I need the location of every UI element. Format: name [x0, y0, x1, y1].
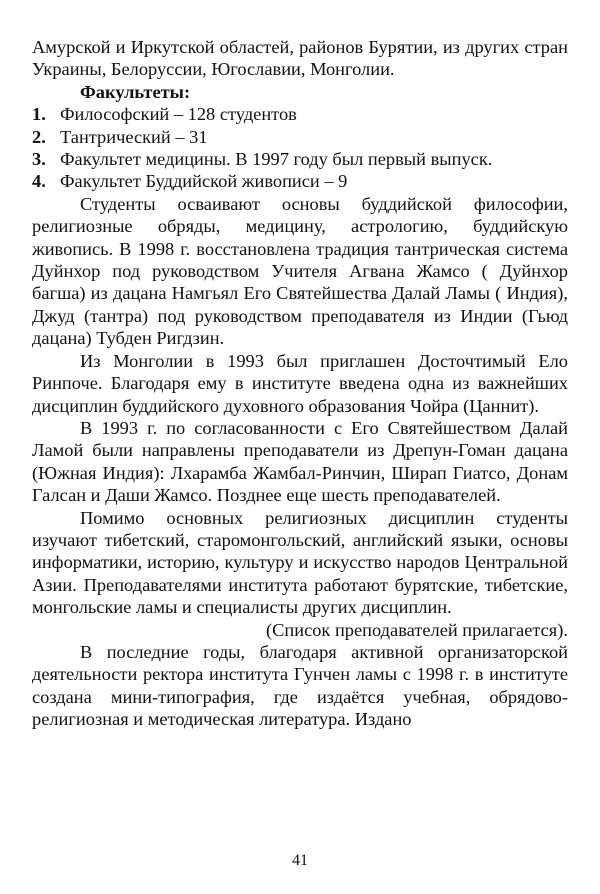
list-item-number: 1.: [32, 104, 46, 125]
list-item-text: Философский – 128 студентов: [60, 104, 297, 125]
intro-paragraph: Амурской и Иркутской областей, районов Бурятии, из других стран Украины, Белоруссии, Югославии, Монголии.: [32, 37, 568, 80]
list-item: [32, 148, 568, 170]
faculties-heading: Факультеты:: [80, 81, 191, 102]
teachers-paragraph: В 1993 г. по согласованности с Его Святейшеством Далай Ламой были направлены преподаватели из Дрепун-Гоман дацана (Южная Индия): Лхарамба Жамбал-Ринчин, Ширап Гиатсо, Донам Галсан и Даши Жамсо. Позднее еще шесть преподавателей.: [32, 417, 568, 506]
list-item-number: 2.: [32, 126, 46, 147]
list-item-number: 4.: [32, 171, 46, 192]
page-number: 41: [292, 852, 308, 869]
faculties-list: [32, 103, 568, 193]
document-page: [32, 36, 568, 731]
list-item: [32, 126, 568, 148]
list-item: [32, 170, 568, 192]
teachers-list-note: (Список преподавателей прилагается).: [266, 619, 568, 640]
disciplines-paragraph: Помимо основных религиозных дисциплин студенты изучают тибетский, старомонгольский, английский языки, основы информатики, историю, культуру и искусство народов Центральной Азии. Преподавателями института работают бурятские, тибетские, монгольские ламы и специалисты других дисциплин.: [32, 507, 568, 618]
printing-paragraph: В последние годы, благодаря активной организаторской деятельности ректора института Гунчен ламы с 1998 г. в институте создана мини-типография, где издаётся учебная, обрядово-религиозная и методическая литература. Издано: [32, 641, 568, 730]
list-item: [32, 103, 568, 125]
list-item-text: Тантрический – 31: [60, 126, 208, 147]
list-item-text: Факультет Буддийской живописи – 9: [60, 171, 348, 192]
list-item-number: 3.: [32, 149, 46, 170]
mongolia-paragraph: Из Монголии в 1993 был приглашен Досточтимый Ело Ринпоче. Благодаря ему в институте введена одна из важнейших дисциплин буддийского духовного образования Чойра (Цаннит).: [32, 350, 568, 416]
students-paragraph: Студенты осваивают основы буддийской философии, религиозные обряды, медицину, астрологию, буддийскую живопись. В 1998 г. восстановлена традиция тантрическая система Дуйнхор под руководством Учителя Агвана Жамсо ( Дуйнхор багша) из дацана Намгьял Его Святейшества Далай Ламы ( Индия), Джуд (тантра) под руководством преподавателя из Индии (Гьюд дацана) Тубден Ригдзин.: [32, 193, 568, 349]
list-item-text: Факультет медицины. В 1997 году был первый выпуск.: [60, 149, 493, 170]
